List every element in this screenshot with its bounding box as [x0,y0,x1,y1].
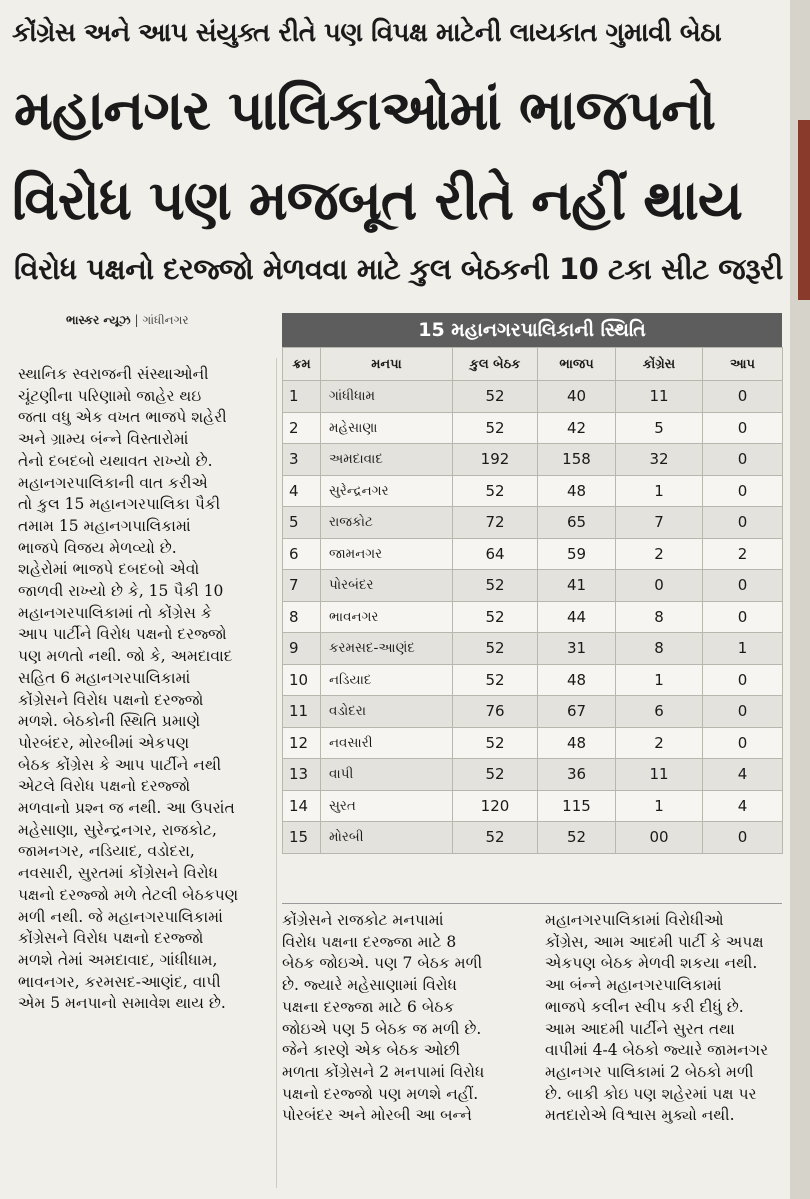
byline-source: ભાસ્કર ન્યૂઝ [66,313,131,327]
table-row [283,664,783,696]
deck: વિરોધ પક્ષનો દરજ્જો મેળવવા માટે કુલ બેઠકની 10 ટકા સીટ જરૂરી [14,252,783,286]
header-total-seats: કુલ બેઠક [453,348,538,381]
cell-corporation: કરમસદ-આણંદ [321,633,453,665]
cell-bjp: 44 [538,601,616,633]
cell-serial: 15 [283,822,321,854]
table-title: 15 મહાનગરપાલિકાની સ્થિતિ [282,313,782,347]
cell-corporation: નવસારી [321,727,453,759]
table-body [283,381,783,854]
adjacent-article-strip [798,120,810,300]
header-congress: કોંગ્રેસ [616,348,703,381]
cell-serial: 5 [283,507,321,539]
cell-bjp: 52 [538,822,616,854]
cell-aap: 0 [703,475,783,507]
body-line: જેને કારણે એક બેઠક ઓછી [282,1041,461,1060]
cell-total-seats: 64 [453,538,538,570]
body-line: તેનો દબદબો યથાવત રાખ્યો છે. [18,451,213,470]
cell-total-seats: 52 [453,381,538,413]
table-row [283,790,783,822]
body-line: કોંગ્રેસ, આમ આદમી પાર્ટી કે અપક્ષ [545,932,764,951]
cell-bjp: 40 [538,381,616,413]
table-header-row [283,348,783,381]
cell-total-seats: 52 [453,475,538,507]
body-line: વાપીમાં 4-4 બેઠકો જ્યારે જામનગર [545,1041,769,1060]
body-line: મળશે તેમાં અમદાવાદ, ગાંધીધામ, [18,950,218,969]
body-line: મહાનગર પાલિકામાં 2 બેઠકો મળી [545,1062,754,1081]
body-column-1 [18,364,266,1015]
body-line: આમ આદમી પાર્ટીને સુરત તથા [545,1019,735,1038]
cell-serial: 3 [283,444,321,476]
cell-congress: 2 [616,727,703,759]
body-line: સહિત 6 મહાનગરપાલિકામાં [18,668,191,687]
cell-congress: 1 [616,790,703,822]
body-line: સ્થાનિક સ્વરાજની સંસ્થાઓની [18,365,209,383]
header-aap: આપ [703,348,783,381]
cell-aap: 0 [703,696,783,728]
cell-bjp: 59 [538,538,616,570]
body-line: તમામ 15 મહાનગપાલિકામાં [18,516,191,535]
column-divider [276,358,277,1188]
cell-aap: 2 [703,538,783,570]
body-line: ભાવનગર, કરમસદ-આણંદ, વાપી [18,972,221,991]
cell-aap: 4 [703,790,783,822]
body-line: કોંગ્રેસને વિરોધ પક્ષનો દરજ્જો [18,690,204,709]
cell-aap: 0 [703,570,783,602]
header-serial: ક્રમ [283,348,321,381]
cell-bjp: 65 [538,507,616,539]
body-line: મળવાનો પ્રશ્ન જ નથી. આ ઉપરાંત [18,799,235,818]
cell-aap: 0 [703,664,783,696]
cell-serial: 9 [283,633,321,665]
cell-bjp: 48 [538,664,616,696]
table-row [283,444,783,476]
cell-aap: 0 [703,727,783,759]
body-line: પોરબંદર અને મોરબી આ બન્ને [282,1106,472,1125]
cell-total-seats: 52 [453,412,538,444]
body-line: અને ગ્રામ્ય બંન્ને વિસ્તારોમાં [18,430,189,449]
table-row [283,412,783,444]
cell-total-seats: 192 [453,444,538,476]
body-line: પણ મળતો નથી. જો કે, અમદાવાદ [18,647,233,666]
cell-total-seats: 52 [453,633,538,665]
cell-corporation: નડિયાદ [321,664,453,696]
cell-total-seats: 52 [453,759,538,791]
cell-serial: 13 [283,759,321,791]
body-line: જોઇએ પણ 5 બેઠક જ મળી છે. [282,1019,482,1038]
table-row [283,507,783,539]
cell-corporation: સુરત [321,790,453,822]
cell-aap: 0 [703,381,783,413]
cell-corporation: પોરબંદર [321,570,453,602]
table-row [283,727,783,759]
table-row [283,570,783,602]
cell-bjp: 158 [538,444,616,476]
body-line: મહેસાણા, સુરેન્દ્રનગર, રાજકોટ, [18,820,217,839]
body-line: પક્ષનો દરજ્જો પણ મળશે નહીં. [282,1084,479,1103]
body-line: મતદારોએ વિશ્વાસ મુક્યો નથી. [545,1106,735,1125]
table-row [283,538,783,570]
cell-corporation: મોરબી [321,822,453,854]
body-line: છે. બાકી કોઇ પણ શહેરમાં પક્ષ પર [545,1084,757,1103]
cell-serial: 2 [283,412,321,444]
body-line: છે. જ્યારે મહેસાણામાં વિરોધ [282,976,457,995]
cell-serial: 12 [283,727,321,759]
cell-bjp: 67 [538,696,616,728]
body-line: વિરોધ પક્ષના દરજ્જા માટે 8 [282,932,457,951]
cell-congress: 7 [616,507,703,539]
body-line: આ બંન્ને મહાનગરપાલિકામાં [545,976,722,995]
cell-aap: 0 [703,412,783,444]
cell-bjp: 48 [538,727,616,759]
table-row [283,822,783,854]
cell-aap: 0 [703,601,783,633]
body-line: નવસારી, સુરતમાં કોંગ્રેસને વિરોધ [18,864,218,883]
body-line: ચૂંટણીના પરિણામો જાહેર થઇ [18,386,202,405]
cell-aap: 1 [703,633,783,665]
cell-corporation: વડોદરા [321,696,453,728]
cell-congress: 2 [616,538,703,570]
cell-serial: 1 [283,381,321,413]
body-line: મહાનગરપાલિકામાં વિરોધીઓ [545,911,724,929]
header-corporation: મનપા [321,348,453,381]
cell-corporation: સુરેન્દ્રનગર [321,475,453,507]
body-column-3 [545,910,785,1127]
body-line: બેઠક જોઇએ. પણ 7 બેઠક મળી [282,954,483,973]
table-row [283,633,783,665]
cell-serial: 7 [283,570,321,602]
cell-total-seats: 52 [453,822,538,854]
body-line: મળશે. બેઠકોની સ્થિતિ પ્રમાણે [18,712,201,731]
body-line: એકપણ બેઠક મેળવી શકયા નથી. [545,954,758,973]
body-line: પક્ષનો દરજ્જો મળે તેટલી બેઠકપણ [18,885,239,904]
cell-aap: 0 [703,822,783,854]
body-line: મળતા કોંગ્રેસને 2 મનપામાં વિરોધ [282,1062,485,1081]
table-row [283,696,783,728]
body-line: શહેરોમાં ભાજપે દબદબો એવો [18,560,200,579]
cell-serial: 10 [283,664,321,696]
cell-serial: 4 [283,475,321,507]
body-line: આપ પાર્ટીને વિરોધ પક્ષનો દરજ્જો [18,625,227,644]
results-table [282,347,783,854]
body-line: મહાનગરપાલિકામાં તો કોંગ્રેસ કે [18,603,212,622]
cell-corporation: વાપી [321,759,453,791]
corporation-status-table [282,313,782,854]
cell-corporation: રાજકોટ [321,507,453,539]
cell-total-seats: 52 [453,601,538,633]
cell-aap: 0 [703,444,783,476]
body-line: બેઠક કોંગ્રેસ કે આપ પાર્ટીને નથી [18,755,222,774]
body-line: મહાનગરપાલિકાની વાત કરીએ [18,473,208,492]
body-line: ભાજપે વિજય મેળવ્યો છે. [18,538,177,557]
byline-place: ગાંધીનગર [142,313,189,327]
kicker: કોંગ્રેસ અને આપ સંયુક્ત રીતે પણ વિપક્ષ માટેની લાયકાત ગુમાવી બેઠા [12,18,722,48]
cell-corporation: ભાવનગર [321,601,453,633]
cell-serial: 8 [283,601,321,633]
body-line: એટલે વિરોધ પક્ષનો દરજ્જો [18,777,191,796]
cell-total-seats: 52 [453,570,538,602]
cell-total-seats: 120 [453,790,538,822]
table-row [283,381,783,413]
cell-congress: 11 [616,759,703,791]
cell-congress: 0 [616,570,703,602]
cell-bjp: 31 [538,633,616,665]
body-line: પક્ષના દરજ્જા માટે 6 બેઠક [282,997,455,1016]
body-line: જામનગર, નડિયાદ, વડોદરા, [18,842,195,861]
cell-bjp: 42 [538,412,616,444]
cell-congress: 1 [616,664,703,696]
header-bjp: ભાજપ [538,348,616,381]
cell-total-seats: 52 [453,727,538,759]
cell-corporation: જામનગર [321,538,453,570]
cell-total-seats: 52 [453,664,538,696]
table-bottom-rule [282,903,782,904]
cell-corporation: ગાંધીધામ [321,381,453,413]
cell-aap: 0 [703,507,783,539]
table-row [283,475,783,507]
cell-serial: 6 [283,538,321,570]
body-line: ભાજપે કલીન સ્વીપ કરી દીધું છે. [545,997,744,1016]
body-column-2 [282,910,532,1127]
cell-corporation: મહેસાણા [321,412,453,444]
cell-congress: 5 [616,412,703,444]
cell-congress: 00 [616,822,703,854]
headline-line-1: મહાનગર પાલિકાઓમાં ભાજપનો [14,78,715,142]
body-line: પોરબંદર, મોરબીમાં એકપણ [18,733,190,752]
cell-congress: 11 [616,381,703,413]
cell-corporation: અમદાવાદ [321,444,453,476]
cell-total-seats: 76 [453,696,538,728]
cell-congress: 1 [616,475,703,507]
cell-congress: 6 [616,696,703,728]
body-line: જતા વધુ એક વખત ભાજપે શહેરી [18,408,227,427]
headline-line-2: વિરોધ પણ મજબૂત રીતે નહીં થાય [12,168,742,232]
cell-bjp: 48 [538,475,616,507]
cell-aap: 4 [703,759,783,791]
cell-congress: 32 [616,444,703,476]
table-row [283,759,783,791]
body-line: કોંગ્રેસને વિરોધ પક્ષનો દરજ્જો [18,929,204,948]
cell-bjp: 115 [538,790,616,822]
body-line: કોંગ્રેસને રાજકોટ મનપામાં [282,911,444,929]
cell-total-seats: 72 [453,507,538,539]
cell-serial: 14 [283,790,321,822]
cell-congress: 8 [616,633,703,665]
cell-congress: 8 [616,601,703,633]
body-line: એમ 5 મનપાનો સમાવેશ થાય છે. [18,994,226,1013]
byline-separator: | [134,313,143,327]
body-line: તો કુલ 15 મહાનગરપાલિકા પૈકી [18,495,221,514]
cell-bjp: 41 [538,570,616,602]
body-line: જાળવી રાખ્યો છે કે, 15 પૈકી 10 [18,582,224,601]
cell-bjp: 36 [538,759,616,791]
byline [66,313,189,328]
cell-serial: 11 [283,696,321,728]
body-line: મળી નથી. જે મહાનગરપાલિકામાં [18,907,223,926]
table-row [283,601,783,633]
